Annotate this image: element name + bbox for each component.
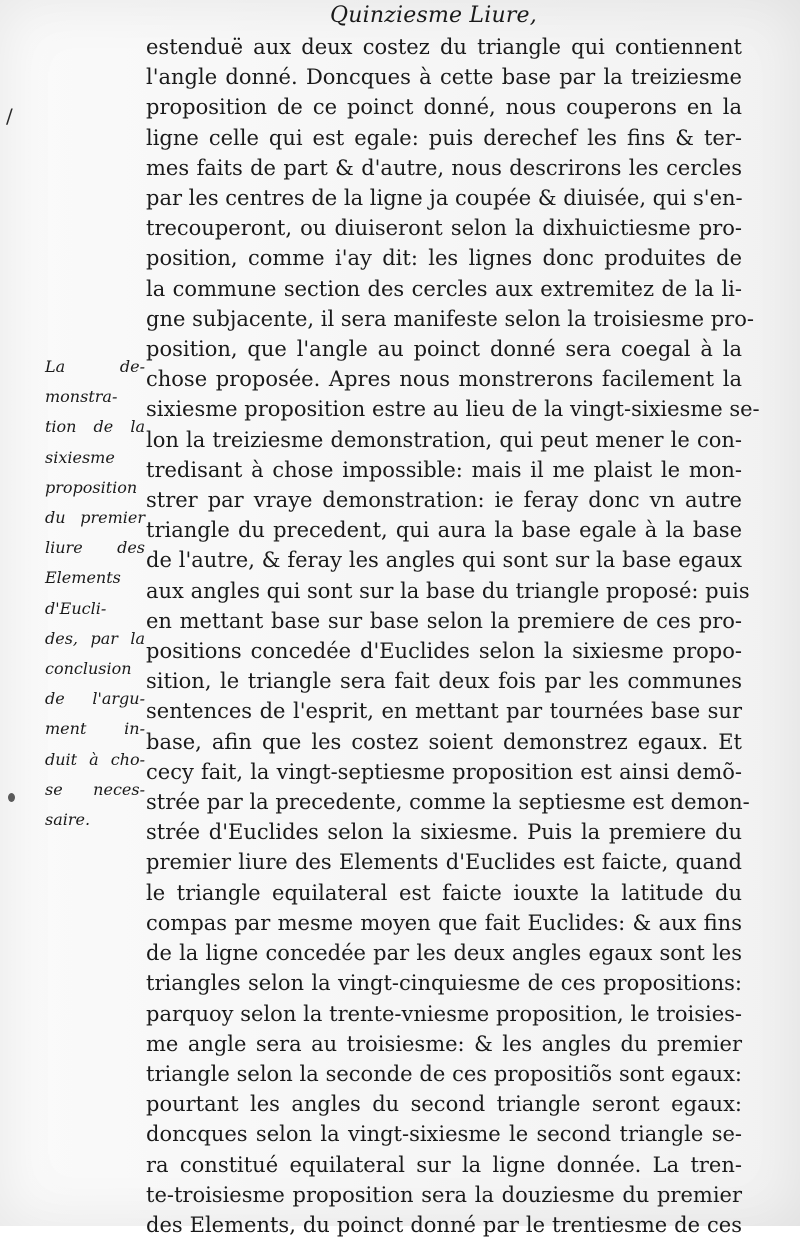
text-line: doncques selon la vingt-sixiesme le second triangle se-	[146, 1122, 742, 1147]
margin-note-line: La de-	[45, 357, 145, 376]
margin-note-line: ment in-	[45, 719, 145, 739]
text-line: triangle du precedent, qui aura la base egale à la base	[146, 518, 742, 543]
text-line: cecy fait, la vingt-septiesme proposition est ainsi demõ-	[146, 759, 742, 784]
margin-note-line: duit à cho-	[45, 749, 145, 769]
margin-note-line: tion de la	[45, 417, 145, 437]
text-line: aux angles qui sont sur la base du triangle proposé: puis	[146, 578, 750, 603]
text-line: en mettant base sur base selon la premiere de ces pro-	[146, 608, 742, 633]
text-line: trecouperont, ou diuiseront selon la dixhuictiesme pro-	[146, 216, 742, 241]
margin-note-line: liure des	[45, 538, 145, 558]
margin-note-line: Elements	[45, 568, 121, 588]
margin-mark: /	[6, 104, 13, 128]
text-line: sixiesme proposition estre au lieu de la vingt-sixiesme se-	[146, 397, 760, 422]
text-line: position, que l'angle au poinct donné sera coegal à la	[146, 337, 742, 362]
text-line: ligne celle qui est egale: puis derechef les fins & ter-	[146, 125, 742, 150]
text-line: l'angle donné. Doncques à cette base par la treiziesme	[146, 65, 742, 90]
text-line: de l'autre, & feray les angles qui sont sur la base egaux	[146, 548, 742, 573]
text-line: compas par mesme moyen que fait Euclides: & aux fins	[146, 910, 742, 935]
text-line: premier liure des Elements d'Euclides est faicte, quand	[146, 850, 742, 875]
text-line: triangle selon la seconde de ces propositiõs sont egaux:	[146, 1061, 742, 1086]
margin-note-line: sixiesme	[45, 447, 115, 467]
text-line: base, afin que les costez soient demonstrez egaux. Et	[146, 729, 742, 754]
text-line: strée par la precedente, comme la septiesme est demon-	[146, 790, 750, 815]
ink-spot	[8, 793, 15, 802]
text-line: pourtant les angles du second triangle seront egaux:	[146, 1092, 742, 1117]
text-line: le triangle equilateral est faicte iouxte la latitude du	[146, 880, 742, 905]
margin-note	[45, 352, 145, 835]
text-line: par les centres de la ligne ja coupée & diuisée, qui s'en-	[146, 186, 743, 211]
text-line: mes faits de part & d'autre, nous descrirons les cercles	[146, 155, 742, 180]
margin-note-line: saire.	[45, 810, 91, 830]
text-line: tredisant à chose impossible: mais il me plaist le mon-	[146, 457, 742, 482]
margin-note-line: de l'argu-	[45, 689, 145, 709]
margin-note-line: conclusion	[45, 659, 132, 679]
text-line: parquoy selon la trente-vniesme proposition, le troisies-	[146, 1001, 742, 1026]
margin-note-line: monstra-	[45, 387, 118, 407]
text-line: triangles selon la vingt-cinquiesme de ces propositions:	[146, 971, 742, 996]
text-line: de la ligne concedée par les deux angles egaux sont les	[146, 941, 742, 966]
text-line: la commune section des cercles aux extremitez de la li-	[146, 276, 742, 301]
text-line: lon la treiziesme demonstration, qui peut mener le con-	[146, 427, 742, 452]
margin-note-line: proposition	[45, 477, 138, 497]
text-line: te-troisiesme proposition sera la douziesme du premier	[146, 1182, 742, 1207]
text-line: estenduë aux deux costez du triangle qui contiennent	[146, 35, 742, 59]
running-header: Quinziesme Liure,	[330, 3, 537, 28]
text-line: strer par vraye demonstration: ie feray donc vn autre	[146, 488, 742, 513]
margin-note-line: des, par la	[45, 628, 145, 648]
text-line: me angle sera au troisiesme: & les angles du premier	[146, 1031, 742, 1056]
body-text	[146, 32, 760, 1240]
text-line: positions concedée d'Euclides selon la sixiesme propo-	[146, 639, 742, 664]
margin-note-line: du premier	[45, 508, 145, 528]
text-line: des Elements, du poinct donné par le trentiesme de ces	[146, 1212, 742, 1237]
text-line: strée d'Euclides selon la sixiesme. Puis la premiere du	[146, 820, 742, 845]
text-line: position, comme i'ay dit: les lignes donc produites de	[146, 246, 742, 271]
text-line: sition, le triangle sera fait deux fois par les communes	[146, 669, 742, 694]
margin-note-line: se neces-	[45, 779, 145, 799]
text-line: ra constitué equilateral sur la ligne donnée. La tren-	[146, 1152, 742, 1177]
margin-note-line: d'Eucli-	[45, 598, 107, 618]
text-line: sentences de l'esprit, en mettant par tournées base sur	[146, 699, 742, 724]
text-line: proposition de ce poinct donné, nous couperons en la	[146, 95, 742, 120]
text-line: gne subjacente, il sera manifeste selon la troisiesme pro-	[146, 306, 754, 331]
text-line: chose proposée. Apres nous monstrerons facilement la	[146, 367, 742, 392]
